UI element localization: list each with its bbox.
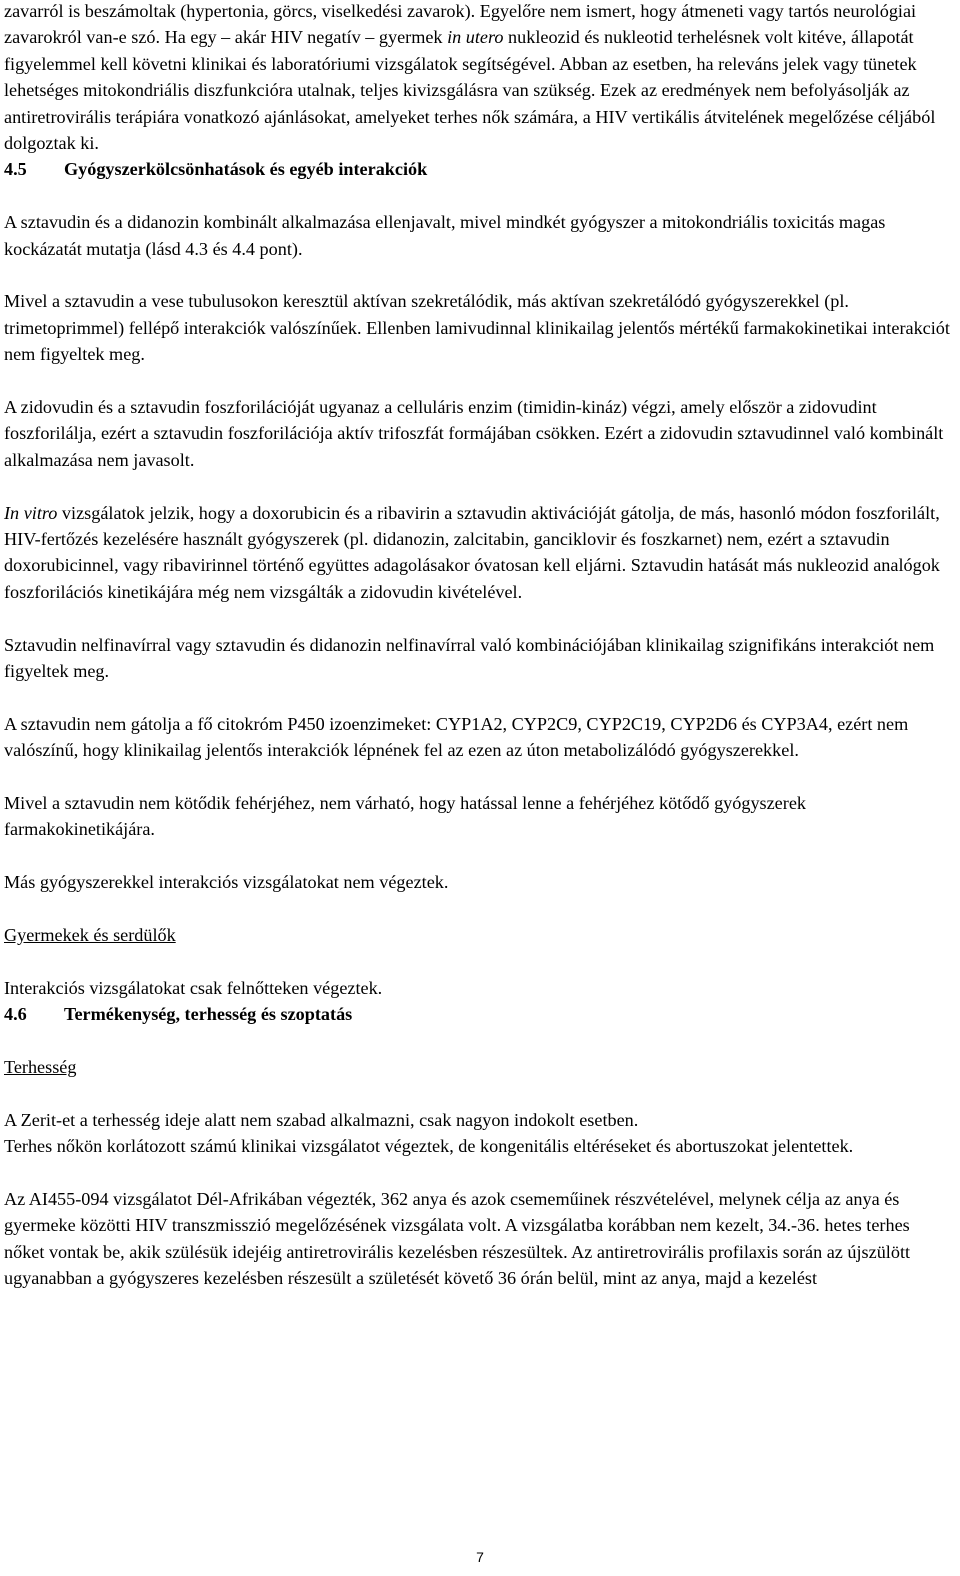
section-title: Gyógyszerkölcsönhatások és egyéb interakciók <box>64 159 428 180</box>
intro-paragraph <box>4 0 952 156</box>
section-heading-4-6 <box>4 1001 952 1027</box>
section-heading-4-5 <box>4 156 952 182</box>
section-title: Termékenység, terhesség és szoptatás <box>64 1004 353 1025</box>
subheading-pregnancy <box>4 1054 952 1080</box>
section-number: 4.6 <box>4 1004 27 1025</box>
italic-in-vitro: In vitro <box>4 502 58 523</box>
interaction-paragraph-7: Mivel a sztavudin nem kötődik fehérjéhez, nem várható, hogy hatással lenne a fehérjéhez kötődő gyógyszerek farmakokinetikájára. <box>4 793 806 840</box>
intro-italic-in-utero: in utero <box>447 27 504 48</box>
pregnancy-paragraph-1a: A Zerit-et a terhesség ideje alatt nem szabad alkalmazni, csak nagyon indokolt esetben. <box>4 1109 639 1130</box>
interaction-paragraph-8: Más gyógyszerekkel interakciós vizsgálatokat nem végeztek. <box>4 872 449 893</box>
interaction-paragraph-4 <box>4 500 952 606</box>
intro-text-a: zavarról is beszámoltak (hypertonia, görcs, viselkedési zavarok). Egyelőre nem ismert, hogy átmeneti vagy tartós neurológiai zavarokról van-e szó. Ha egy – akár HIV negatív – gyermek <box>4 1 917 48</box>
page-number: 7 <box>476 1549 484 1565</box>
document-page <box>4 0 952 1292</box>
interaction-paragraph-6: A sztavudin nem gátolja a fő citokróm P450 izoenzimeket: CYP1A2, CYP2C9, CYP2C19, CYP2D6 és CYP3A4, ezért nem valószínű, hogy klinikailag jelentős interakciók lépnének fel az ezen az úton metabolizálódó gyógyszerekkel. <box>4 713 909 761</box>
pregnancy-paragraph-2: Az AI455-094 vizsgálatot Dél-Afrikában végezték, 362 anya és azok csememűinek részvételével, melynek célja az anya és gyermeke közötti HIV transzmisszió megelőzésének vizsgálata volt. A vizsgálatba korábban nem kezelt, 34.-36. hetes terhes nőket vontak be, akik szülésük idejéig antiretrovirális kezelésben részesültek. Az antiretrovirális profilaxis során az újszülött ugyanabban a gyógyszeres kezelésben részesült a születését követő 36 órán belül, mint az anya, majd a kezelést <box>4 1189 911 1289</box>
subheading-children <box>4 922 952 948</box>
interaction-paragraph-3: A zidovudin és a sztavudin foszforilációját ugyanaz a celluláris enzim (timidin-kináz) végzi, amely először a zidovudint foszforilálja, ezért a sztavudin foszforilációja aktív trifoszfát formájában csökken. Ezért a zidovudin sztavudinnel való kombinált alkalmazása nem javasolt. <box>4 397 944 470</box>
subheading-children-text: Gyermekek és serdülők <box>4 925 176 946</box>
pregnancy-paragraph-1b: Terhes nőkön korlátozott számú klinikai vizsgálatot végeztek, de kongenitális eltéréseket és abortuszokat jelentettek. <box>4 1136 854 1157</box>
interaction-paragraph-1: A sztavudin és a didanozin kombinált alkalmazása ellenjavalt, mivel mindkét gyógyszer a mitokondriális toxicitás magas kockázatát mutatja (lásd 4.3 és 4.4 pont). <box>4 212 886 259</box>
subheading-pregnancy-text: Terhesség <box>4 1057 77 1078</box>
section-number: 4.5 <box>4 159 27 180</box>
interaction-paragraph-5: Sztavudin nelfinavírral vagy sztavudin és didanozin nelfinavírral való kombinációjában klinikailag szignifikáns interakciót nem figyeltek meg. <box>4 634 935 682</box>
interaction-paragraph-9: Interakciós vizsgálatokat csak felnőtteken végeztek. <box>4 977 383 998</box>
intro-text-b: nukleozid és nukleotid terhelésnek volt kitéve, állapotát figyelemmel kell követni klinikai és laboratóriumi vizsgálatok segítségével. Abban az esetben, ha releváns jelek vagy tünetek lehetséges mitokondriális diszfunkcióra utalnak, teljes kivizsgálásra van szükség. Ezek az eredmények nem befolyásolják az antiretrovirális terápiára vonatkozó ajánlásokat, amelyeket terhes nők számára, a HIV vertikális átvitelének megelőzése céljából dolgoztak ki. <box>4 27 936 154</box>
interaction-paragraph-2: Mivel a sztavudin a vese tubulusokon keresztül aktívan szekretálódik, más aktívan szekretálódó gyógyszerekkel (pl. trimetoprimmel) fellépő interakciók valószínűek. Ellenben lamivudinnal klinikailag jelentős mértékű farmakokinetikai interakciót nem figyeltek meg. <box>4 291 950 365</box>
interaction-paragraph-4-text: vizsgálatok jelzik, hogy a doxorubicin és a ribavirin a sztavudin aktivációját gátolja, de más, hasonló módon foszforilált, HIV-fertőzés kezelésére használt gyógyszerek (pl. didanozin, zalcitabin, ganciklovir és foszkarnet) nem, ezért a sztavudin doxorubicinnel, vagy ribavirinnel történő együttes adagolásakor óvatosan kell eljárni. Sztavudin hatását más nukleozid analógok foszforilációs kinetikájára még nem vizsgálták a zidovudin kivételével. <box>4 502 940 602</box>
